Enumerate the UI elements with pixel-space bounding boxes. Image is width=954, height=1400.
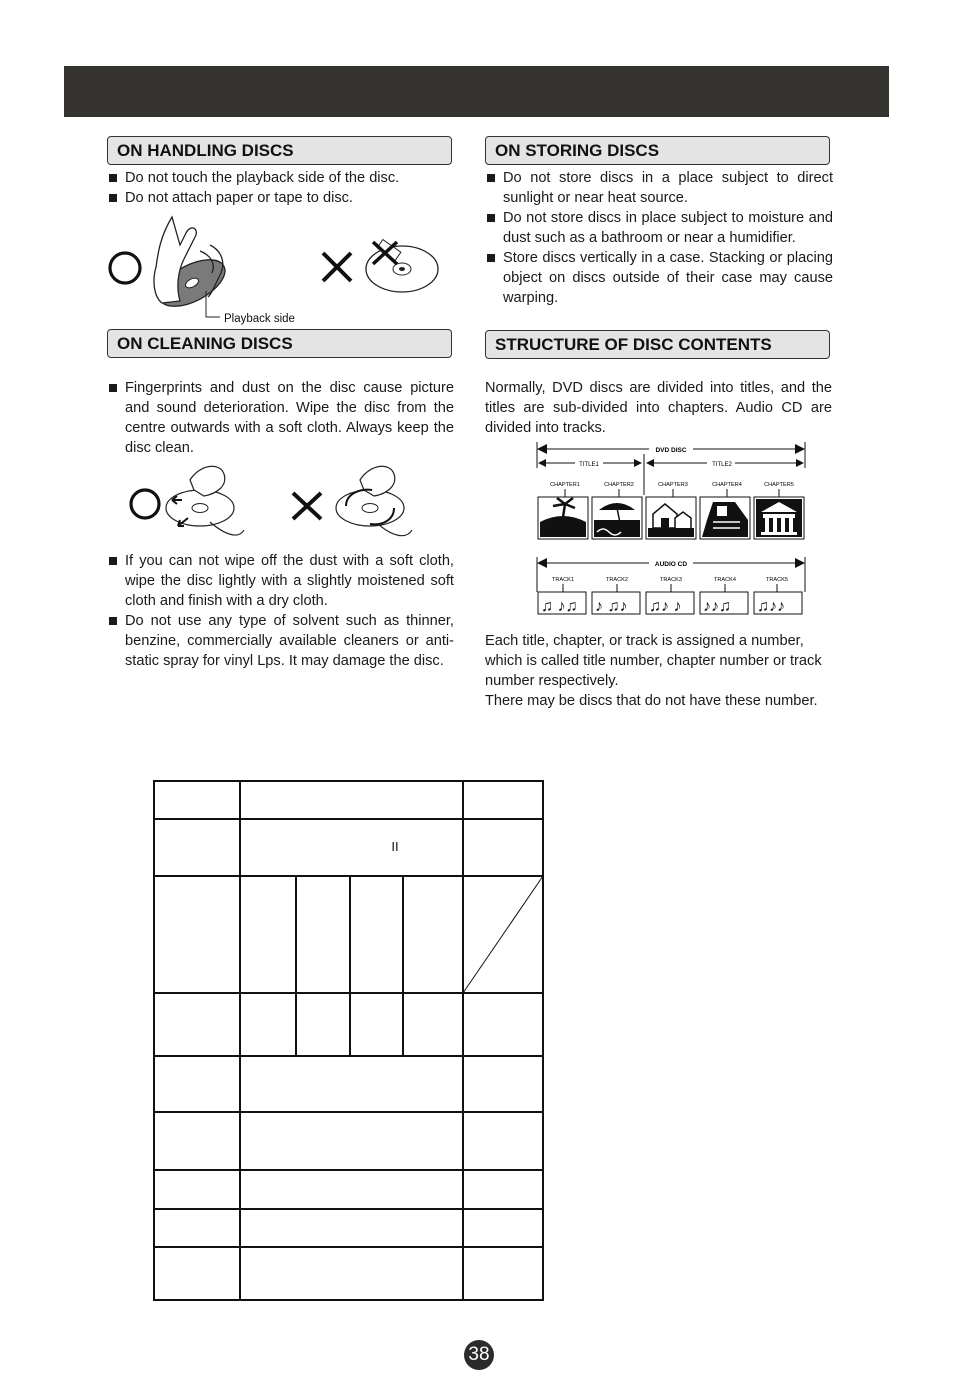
chapter1-label: CHAPTER1 (550, 482, 580, 488)
handling-illustration (100, 205, 460, 330)
disc-structure-diagram (535, 440, 807, 620)
storing-item-2: Do not store discs in place subject to moisture and dust such as a bathroom or near a humidifier. (485, 208, 833, 248)
structure-header: STRUCTURE OF DISC CONTENTS (485, 330, 830, 359)
track4-label: TRACK4 (713, 577, 737, 583)
structure-outro: Each title, chapter, or track is assigned a number, which is called title number, chapter number or track number respectively. (485, 633, 822, 689)
track5-label: TRACK5 (765, 577, 789, 583)
dvd-disc-label: DVD DISC (655, 447, 687, 454)
storing-header: ON STORING DISCS (485, 136, 830, 165)
storing-item-1: Do not store discs in a place subject to direct sunlight or near heat source. (485, 168, 833, 208)
ok-circle-icon (131, 490, 159, 518)
handling-item-1: Do not touch the playback side of the disc. (107, 168, 457, 188)
handling-header: ON HANDLING DISCS (107, 136, 452, 165)
title1-label: TITLE1 (579, 462, 599, 468)
storing-item-3: Store discs vertically in a case. Stacking or placing object on discs outside of their case may cause warping. (485, 248, 833, 308)
audio-cd-label: AUDIO CD (654, 561, 688, 568)
wiping-disc-wrong-icon (336, 466, 412, 535)
cross-icon (323, 253, 351, 281)
cleaning-illustration (120, 460, 420, 544)
chapter5-label: CHAPTER5 (764, 482, 794, 488)
cleaning-item-2: If you can not wipe off the dust with a soft cloth, wipe the disc lightly with a slightly moistened soft cloth and finish with a dry cloth. (107, 551, 454, 611)
svg-text:♪ ♫♪: ♪ ♫♪ (595, 598, 628, 615)
track1-label: TRACK1 (551, 577, 575, 583)
top-banner (64, 66, 889, 117)
svg-text:♫ ♪♫: ♫ ♪♫ (541, 598, 578, 615)
cleaning-item-3: Do not use any type of solvent such as thinner, benzine, commercially available cleaners or anti-static spray for vinyl Lps. It may damage the disc. (107, 611, 454, 671)
structure-outro-2: There may be discs that do not have these number. (485, 693, 818, 709)
title2-label: TITLE2 (712, 462, 732, 468)
cleaning-header: ON CLEANING DISCS (107, 329, 452, 358)
hand-holding-disc-icon (152, 217, 232, 316)
page-number: 38 (464, 1340, 494, 1370)
svg-text:♫♪♪: ♫♪♪ (757, 598, 785, 615)
blank-table (150, 778, 548, 1304)
chapter3-label: CHAPTER3 (658, 482, 688, 488)
cleaning-item-1: Fingerprints and dust on the disc cause picture and sound deterioration. Wipe the disc from the centre outwards with a soft cloth. Always keep the disc clean. (107, 378, 454, 458)
cross-icon (293, 493, 321, 519)
svg-text:♪♪♫: ♪♪♫ (703, 598, 731, 615)
disc-with-tape-icon (366, 240, 438, 292)
chapter4-label: CHAPTER4 (712, 482, 742, 488)
roman-mark: II (391, 839, 399, 854)
playback-side-label: Playback side (224, 313, 295, 325)
svg-text:♫♪ ♪: ♫♪ ♪ (649, 598, 682, 615)
ok-circle-icon (110, 253, 140, 283)
handling-item-2: Do not attach paper or tape to disc. (107, 188, 457, 208)
temple-icon (756, 499, 802, 537)
chapter2-label: CHAPTER2 (604, 482, 634, 488)
track2-label: TRACK2 (605, 577, 629, 583)
track3-label: TRACK3 (659, 577, 683, 583)
structure-intro: Normally, DVD discs are divided into titles, and the titles are sub-divided into chapters. Audio CD are divided into tracks. (485, 380, 832, 436)
wiping-disc-correct-icon (166, 466, 244, 535)
